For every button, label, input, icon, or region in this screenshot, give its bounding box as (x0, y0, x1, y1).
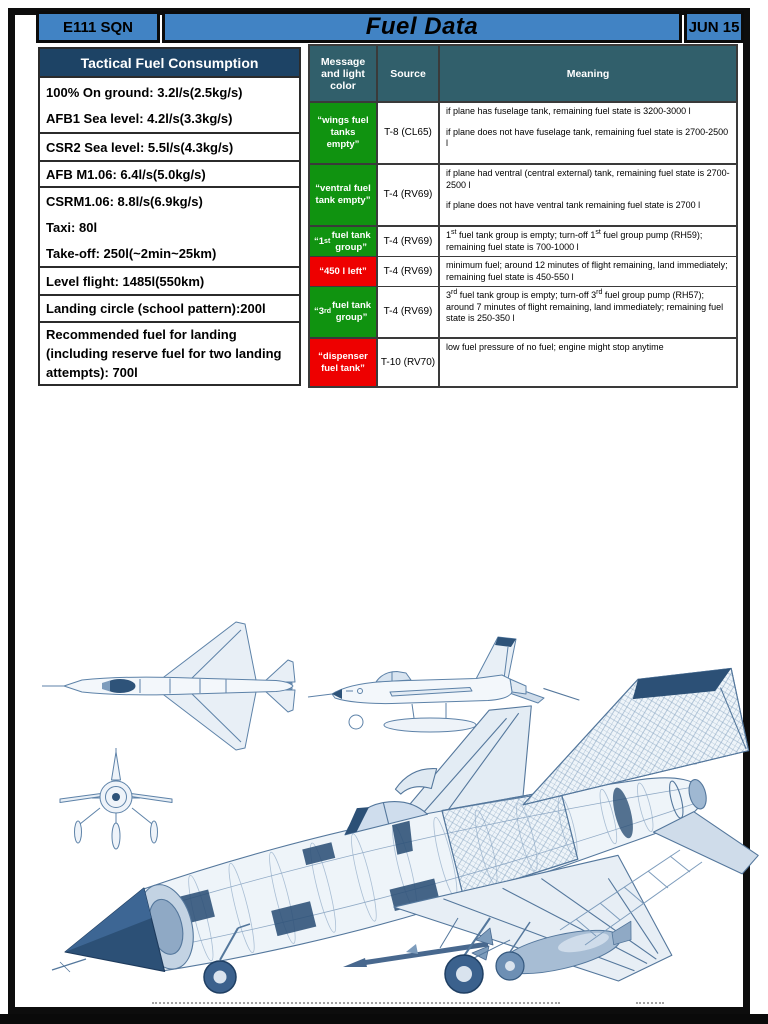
meaning-cell: if plane had ventral (central external) tank, remaining fuel state is 2700-2500 l if plane does not have ventral tank remaining fuel state is 2700 l (440, 165, 736, 225)
fuel-consumption-row (40, 160, 299, 186)
status-message-cell: “ventral fuel tank empty” (310, 165, 378, 225)
column-header-message: Message and light color (310, 46, 378, 101)
fuel-consumption-text: Recommended fuel for landing (including reserve fuel for two landing attempts): 700l (46, 327, 282, 380)
fuel-consumption-row (40, 266, 299, 294)
fuel-consumption-text: AFB M1.06: 6.4l/s(5.0kg/s) (46, 166, 206, 182)
fuel-consumption-text: Taxi: 80l (46, 219, 98, 235)
status-message-cell: “wings fuel tanks empty” (310, 103, 378, 163)
fuel-consumption-text: CSR2 Sea level: 5.5l/s(4.3kg/s) (46, 139, 234, 155)
tactical-table-title: Tactical Fuel Consumption (40, 49, 299, 76)
status-message-cell: “3 rd fuel tank group” (310, 287, 378, 337)
fuel-warning-row (310, 225, 736, 255)
fuel-warning-row (310, 285, 736, 337)
fuel-consumption-row (40, 321, 299, 384)
source-cell: T-4 (RV69) (378, 257, 440, 286)
fuel-consumption-row (40, 132, 299, 160)
fuel-consumption-text: Level flight: 1485l(550km) (46, 273, 205, 289)
tactical-rows (40, 76, 299, 384)
top-view (42, 622, 295, 750)
source-cell: T-10 (RV70) (378, 339, 440, 386)
fuel-warning-row (310, 101, 736, 163)
meaning-cell: 3rd fuel tank group is empty; turn-off 3rd fuel group pump (RH57); around 7 minutes of flight remaining, land immediately; remaining fuel state is 250-350 l (440, 287, 736, 337)
column-header-source: Source (378, 46, 440, 101)
squadron-label: E111 SQN (36, 11, 160, 43)
meaning-cell: if plane has fuselage tank, remaining fuel state is 3200-3000 l if plane does not have fuselage tank, remaining fuel state is 2700-2500 l (440, 103, 736, 163)
fuel-warning-row (310, 255, 736, 285)
title-banner (36, 11, 744, 43)
page-title: Fuel Data (162, 11, 682, 43)
dotted-footer-line-short (636, 999, 664, 1004)
status-message-cell: “450 l left” (310, 257, 378, 286)
fuel-warning-table-header (310, 46, 736, 101)
meaning-cell: minimum fuel; around 12 minutes of flight remaining, land immediately; remaining fuel state is 450-550 l (440, 257, 736, 286)
source-cell: T-4 (RV69) (378, 165, 440, 225)
fuel-consumption-text: 100% On ground: 3.2l/s(2.5kg/s) (46, 84, 243, 100)
fuel-consumption-text: Take-off: 250l(~2min~25km) (46, 245, 217, 261)
mig21-cutaway-illustration (40, 600, 760, 1012)
front-view (60, 748, 172, 849)
source-cell: T-4 (RV69) (378, 227, 440, 256)
status-message-cell: “1 st fuel tank group” (310, 227, 378, 256)
fuel-consumption-text: AFB1 Sea level: 4.2l/s(3.3kg/s) (46, 110, 233, 126)
meaning-cell: low fuel pressure of no fuel; engine might stop anytime (440, 339, 736, 386)
tactical-fuel-consumption-table (38, 47, 301, 386)
fuel-warning-row (310, 163, 736, 225)
status-message-cell: “dispenser fuel tank” (310, 339, 378, 386)
fuel-consumption-text: CSRM1.06: 8.8l/s(6.9kg/s) (46, 193, 203, 209)
column-header-meaning: Meaning (440, 46, 736, 101)
fuel-warning-table (308, 44, 738, 388)
source-cell: T-4 (RV69) (378, 287, 440, 337)
fuel-consumption-text: Landing circle (school pattern):200l (46, 301, 266, 316)
bottom-black-strip (0, 1014, 768, 1024)
fuel-warning-rows (310, 101, 736, 386)
source-cell: T-8 (CL65) (378, 103, 440, 163)
dotted-footer-line (152, 999, 560, 1004)
fuel-consumption-row (40, 186, 299, 266)
meaning-cell: 1st fuel tank group is empty; turn-off 1st fuel group pump (RH59); remaining fuel state is 700-1000 l (440, 227, 736, 256)
fuel-consumption-row (40, 76, 299, 132)
fuel-warning-row (310, 337, 736, 386)
date-label: JUN 15 (684, 11, 744, 43)
fuel-consumption-row (40, 294, 299, 321)
